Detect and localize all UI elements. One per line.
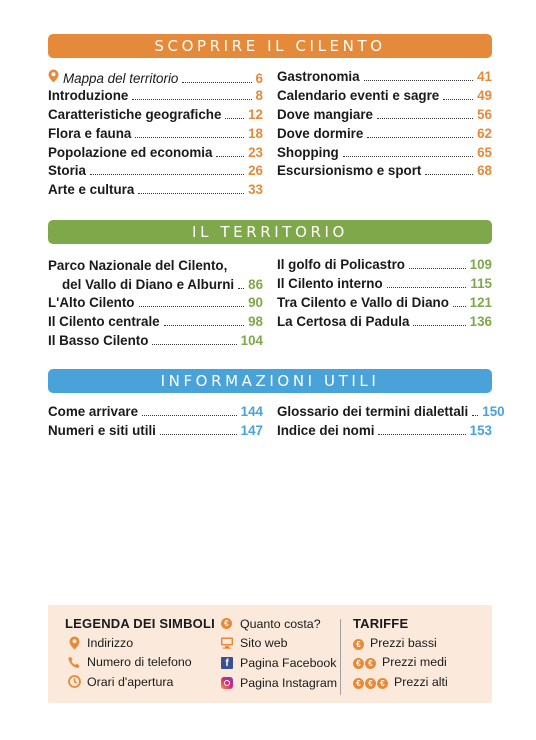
toc-entry xyxy=(48,182,263,201)
leader-dots xyxy=(142,405,237,416)
toc-entry-label: Calendario eventi e sagre xyxy=(277,87,440,103)
toc-column-s3-right xyxy=(277,404,505,442)
toc-entry xyxy=(48,404,263,423)
toc-entry-page: 26 xyxy=(248,163,263,179)
leader-dots xyxy=(472,405,478,416)
toc-entry-page: 115 xyxy=(470,275,492,291)
legend-label: Orari d'apertura xyxy=(87,674,174,689)
leader-dots xyxy=(135,127,244,138)
toc-entry xyxy=(277,423,492,442)
toc-entry xyxy=(48,145,263,164)
toc-entry xyxy=(277,145,492,164)
leader-dots xyxy=(367,127,473,138)
legend-item xyxy=(65,653,215,673)
legend-divider xyxy=(340,619,341,695)
clock-icon xyxy=(65,675,83,688)
euro-coin-icon: € xyxy=(218,618,236,629)
legend-item xyxy=(218,653,337,673)
leader-dots xyxy=(378,424,465,435)
legend-box xyxy=(48,605,492,703)
toc-entry-page: 12 xyxy=(248,106,263,122)
toc-entry-label: Gastronomia xyxy=(277,69,360,84)
toc-entry xyxy=(277,314,492,333)
map-pin-icon xyxy=(65,636,83,650)
legend-item xyxy=(218,673,337,693)
legend-item xyxy=(65,672,215,692)
legend-label: Indirizzo xyxy=(87,635,134,650)
legend-item xyxy=(218,614,337,634)
toc-entry-label: Popolazione ed economia xyxy=(48,144,213,160)
legend-col-2 xyxy=(218,614,337,692)
toc-entry-label: Escursionismo e sport xyxy=(277,163,422,179)
toc-entry xyxy=(277,276,492,295)
leader-dots xyxy=(413,315,465,326)
toc-entry xyxy=(48,69,263,88)
leader-dots xyxy=(152,334,236,345)
toc-entry-page: 98 xyxy=(248,313,263,329)
toc-entry-label: Dove mangiare xyxy=(277,106,374,122)
leader-dots xyxy=(377,108,473,119)
toc-entry xyxy=(48,126,263,145)
toc-entry-page: 150 xyxy=(482,404,505,419)
leader-dots xyxy=(160,424,237,435)
leader-dots xyxy=(90,164,244,175)
toc-entry-page: 104 xyxy=(240,332,263,348)
legend-label: Pagina Instagram xyxy=(240,675,338,690)
leader-dots xyxy=(216,146,244,157)
euro-coins-icon: € € xyxy=(353,655,377,669)
toc-entry-page: 49 xyxy=(477,87,492,103)
toc-column-s1-left xyxy=(48,69,263,201)
leader-dots xyxy=(182,72,251,83)
toc-entry-label: Shopping xyxy=(277,144,339,160)
toc-entry-label: Tra Cilento e Vallo di Diano xyxy=(277,294,449,310)
toc-entry-label: Introduzione xyxy=(48,87,129,103)
toc-entry xyxy=(277,126,492,145)
toc-entry xyxy=(48,107,263,126)
toc-entry-label: Il Cilento interno xyxy=(277,275,383,291)
toc-entry-page: 68 xyxy=(477,163,492,179)
legend-col-1 xyxy=(65,614,215,692)
leader-dots xyxy=(453,296,466,307)
toc-entry-page: 8 xyxy=(255,87,263,103)
toc-entry-label: Il golfo di Policastro xyxy=(277,257,405,272)
toc-entry xyxy=(48,423,263,442)
euro-coin-icon: € xyxy=(353,636,365,650)
tariffe-title: TARIFFE xyxy=(353,616,409,631)
toc-entry-page: 121 xyxy=(469,294,492,310)
section-header-informazioni: INFORMAZIONI UTILI xyxy=(48,369,492,393)
leader-dots xyxy=(225,108,244,119)
euro-coins-icon: € € € xyxy=(353,675,389,689)
toc-entry-label: Storia xyxy=(48,163,86,179)
toc-entry-page: 23 xyxy=(248,144,263,160)
toc-entry-label: Caratteristiche geografiche xyxy=(48,106,222,122)
toc-entry-page: 33 xyxy=(248,182,263,198)
toc-entry-label: Indice dei nomi xyxy=(277,422,375,438)
toc-entry-page: 147 xyxy=(240,422,263,438)
toc-entry xyxy=(48,295,263,314)
toc-entry xyxy=(48,314,263,333)
toc-entry xyxy=(277,404,505,423)
toc-entry xyxy=(48,333,263,352)
leader-dots xyxy=(343,146,473,157)
toc-entry-label: Il Basso Cilento xyxy=(48,332,149,348)
leader-dots xyxy=(132,89,251,100)
leader-dots xyxy=(364,70,474,81)
legend-title: LEGENDA DEI SIMBOLI xyxy=(65,616,215,631)
leader-dots xyxy=(164,315,244,326)
legend-label: Quanto costa? xyxy=(240,616,321,631)
toc-entry xyxy=(277,163,492,182)
tariffe-item xyxy=(353,672,448,692)
tariffe-item xyxy=(353,653,448,673)
toc-entry-label: La Certosa di Padula xyxy=(277,313,410,329)
tariffe-item xyxy=(353,633,448,653)
tariffe-label: Prezzi medi xyxy=(382,655,447,670)
toc-entry-page: 18 xyxy=(248,125,263,141)
toc-entry-page: 41 xyxy=(477,69,492,84)
toc-entry-page: 144 xyxy=(240,404,263,419)
toc-entry-page: 65 xyxy=(477,144,492,160)
legend-item xyxy=(65,633,215,653)
toc-entry xyxy=(277,69,492,88)
toc-column-s1-right xyxy=(277,69,492,182)
leader-dots xyxy=(409,258,466,269)
legend-item xyxy=(218,634,337,654)
legend-col-tariffe xyxy=(353,614,448,692)
map-pin-icon xyxy=(48,69,59,86)
toc-entry-page: 86 xyxy=(248,276,264,292)
toc-entry xyxy=(48,88,263,107)
toc-entry-page: 6 xyxy=(255,71,263,86)
toc-entry-label: Dove dormire xyxy=(277,125,364,141)
toc-entry xyxy=(277,107,492,126)
toc-entry-label: L'Alto Cilento xyxy=(48,294,135,310)
toc-entry-label: Il Cilento centrale xyxy=(48,313,160,329)
toc-entry-page: 90 xyxy=(248,294,263,310)
leader-dots xyxy=(139,296,245,307)
toc-entry xyxy=(277,257,492,276)
legend-label: Numero di telefono xyxy=(87,655,192,670)
leader-dots xyxy=(443,89,473,100)
toc-entry-page: 153 xyxy=(469,422,492,438)
section-header-scoprire: SCOPRIRE IL CILENTO xyxy=(48,34,492,58)
leader-dots xyxy=(425,164,473,175)
toc-entry-label: Numeri e siti utili xyxy=(48,422,156,438)
toc-entry xyxy=(277,295,492,314)
legend-label: Sito web xyxy=(240,636,288,651)
toc-entry-label: Come arrivare xyxy=(48,404,139,419)
toc-entry-label: Parco Nazionale del Cilento, xyxy=(48,258,228,273)
toc-entry-label: Arte e cultura xyxy=(48,182,135,198)
toc-entry xyxy=(48,163,263,182)
phone-icon xyxy=(65,656,83,669)
toc-entry-label-cont: del Vallo di Diano e Alburni xyxy=(62,276,235,292)
tariffe-label: Prezzi bassi xyxy=(370,635,437,650)
toc-entry-label: Glossario dei termini dialettali xyxy=(277,404,469,419)
tariffe-label: Prezzi alti xyxy=(394,674,448,689)
leader-dots xyxy=(138,183,244,194)
toc-entry-page: 136 xyxy=(469,313,492,329)
facebook-icon: f xyxy=(218,657,236,669)
leader-dots xyxy=(387,277,467,288)
toc-entry-page: 62 xyxy=(477,125,492,141)
toc-column-s2-left xyxy=(48,257,263,351)
section-header-territorio: IL TERRITORIO xyxy=(48,220,492,244)
toc-entry-label: Flora e fauna xyxy=(48,125,132,141)
computer-icon xyxy=(218,637,236,649)
legend-label: Pagina Facebook xyxy=(240,655,337,670)
toc-entry-line2 xyxy=(48,276,263,295)
toc-entry-label: Mappa del territorio xyxy=(63,71,179,86)
toc-entry xyxy=(48,257,263,295)
toc-entry-page: 109 xyxy=(469,257,492,272)
toc-entry xyxy=(277,88,492,107)
toc-column-s2-right xyxy=(277,257,492,333)
leader-dots xyxy=(238,278,244,289)
toc-entry-page: 56 xyxy=(477,106,492,122)
toc-column-s3-left xyxy=(48,404,263,442)
instagram-icon xyxy=(218,677,236,689)
